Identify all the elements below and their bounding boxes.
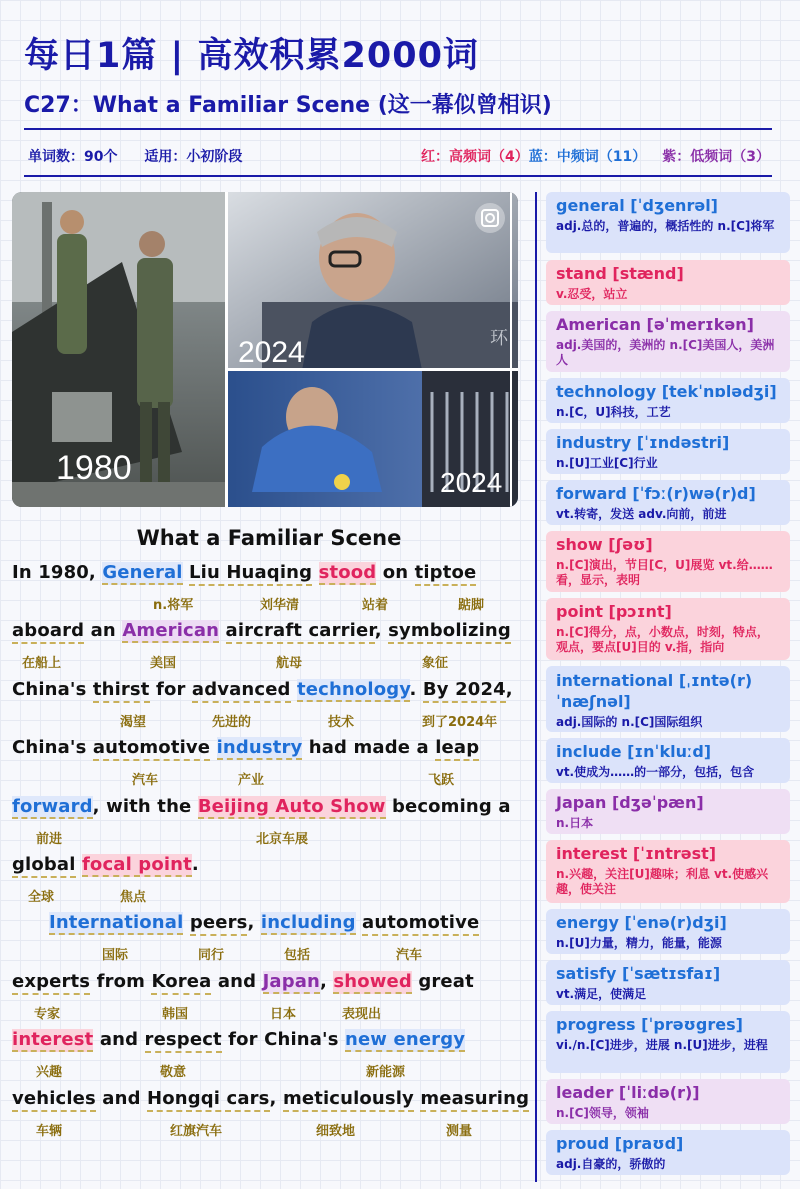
vocab-definition: n.兴趣，关注[U]趣味；利息 vt.使感兴趣，使关注 [556, 867, 769, 896]
glossed-word: By 2024 [423, 679, 506, 703]
glossed-word: leap [435, 737, 479, 761]
vocab-headword: satisfy [ˈsætɪsfaɪ] [556, 964, 721, 983]
chinese-gloss: 产业 [238, 773, 265, 789]
vocab-headword: Japan [dʒəˈpæn] [556, 793, 704, 812]
vocab-headword: international [ˌɪntə(r)ˈnæʃnəl] [556, 671, 753, 711]
vocab-definition: vt.转寄，发送 adv.向前，前进 [556, 507, 727, 521]
vocab-headword: American [əˈmerɪkən] [556, 315, 754, 334]
chinese-gloss: 细致地 [316, 1123, 356, 1139]
vocab-card [546, 909, 790, 954]
glossed-word: Hongqi cars [147, 1088, 270, 1112]
vocab-definition: n.[U]工业[C]行业 [556, 456, 658, 470]
chinese-gloss: 飞跃 [428, 773, 455, 789]
article-text: an [84, 620, 123, 642]
vocab-card [546, 738, 790, 783]
article [12, 520, 530, 1140]
vocab-definition: adj.美国的，美洲的 n.[C]美国人，美洲人 [556, 338, 775, 367]
glossed-word: automotive [93, 737, 210, 761]
article-line-english [12, 562, 522, 583]
chinese-gloss: 美国 [150, 656, 177, 672]
vocab-definition: n.[C，U]科技，工艺 [556, 405, 671, 419]
legend-high-frequency: 红：高频词（4） [421, 149, 529, 165]
word-count: 单词数：90个 [28, 149, 118, 165]
vocab-card [546, 598, 790, 660]
article-line [12, 1023, 522, 1081]
highlighted-vocab-word: stood [318, 562, 377, 583]
article-text: from [90, 970, 152, 992]
highlighted-vocab-word: new energy [344, 1029, 466, 1051]
chinese-gloss: 汽车 [396, 948, 423, 964]
highlighted-vocab-word: Beijing Auto Show [197, 795, 386, 817]
chinese-gloss: 踮脚 [458, 598, 485, 613]
article-line [12, 614, 522, 672]
vocab-card [546, 192, 790, 253]
chinese-gloss: 焦点 [120, 889, 147, 905]
vocab-card [546, 960, 790, 1005]
glossed-word: aircraft carrier [226, 620, 375, 644]
glossed-word: peers [190, 912, 248, 936]
article-body [12, 556, 530, 1140]
article-line-english [12, 1087, 530, 1109]
chinese-gloss: 表现出 [342, 1006, 382, 1022]
article-text [219, 620, 225, 641]
article-text: , [505, 678, 513, 700]
glossed-word: global [12, 854, 76, 878]
highlighted-vocab-word: International [49, 912, 184, 934]
photo-watermark: 环 [490, 328, 508, 349]
article-line [12, 965, 522, 1023]
vocab-definition: adj.总的，普遍的，概括性的 n.[C]将军 [556, 219, 775, 233]
photo-year-2024-bottom: 2024 [440, 467, 503, 498]
vocab-headword: show [ʃəʊ] [556, 535, 653, 554]
vocab-headword: energy [ˈenə(r)dʒi] [556, 913, 727, 932]
vocab-headword: stand [stænd] [556, 264, 684, 283]
highlighted-vocab-word: focal point [81, 853, 192, 875]
glossed-word: meticulously [283, 1088, 414, 1112]
vocab-card [546, 531, 790, 592]
chinese-gloss: 全球 [28, 889, 55, 905]
glossed-word: advanced [192, 679, 291, 703]
chinese-gloss: 新能源 [366, 1065, 406, 1081]
vocab-headword: interest [ˈɪntrəst] [556, 844, 717, 863]
article-text: and [211, 970, 263, 992]
vocab-definition: n.[C]领导，领袖 [556, 1106, 649, 1120]
level-label: 适用：小初阶段 [144, 149, 243, 165]
frequency-legend [421, 146, 770, 166]
article-text: great [411, 970, 474, 992]
highlighted-vocab-word: American [122, 620, 220, 642]
vocab-definition: v.忍受，站立 [556, 287, 628, 301]
vocab-definition: vi./n.[C]进步，进展 n.[U]进步，进程 [556, 1038, 768, 1052]
chinese-gloss: 兴趣 [36, 1065, 63, 1081]
chinese-gloss: n.将军 [153, 598, 194, 613]
vocab-definition: n.[C]演出，节目[C，U]展览 vt.给……看，显示，表明 [556, 558, 773, 587]
highlighted-vocab-word: including [260, 912, 356, 934]
vocab-headword: leader [ˈliːdə(r)] [556, 1083, 700, 1102]
article-text: had made a [302, 737, 436, 759]
chinese-gloss: 北京车展 [256, 831, 309, 847]
article-text: on [376, 562, 415, 583]
glossed-word: Korea [151, 971, 211, 995]
vocab-headword: point [pɔɪnt] [556, 602, 672, 621]
article-line [12, 1082, 530, 1140]
vocab-card [546, 1079, 790, 1124]
vocab-definition: n.[C]得分，点，小数点，时刻，特点，观点，要点[U]目的 v.指，指向 [556, 625, 769, 654]
glossed-word: Liu Huaqing [189, 562, 312, 586]
article-text: , [269, 1087, 283, 1109]
image-search-icon[interactable] [475, 203, 505, 233]
article-text: China's [12, 678, 93, 700]
vocab-card [546, 378, 790, 423]
vocab-card [546, 480, 790, 525]
vocab-card [546, 1011, 790, 1073]
glossed-word: automotive [362, 912, 479, 936]
highlighted-vocab-word: General [102, 562, 183, 583]
highlighted-vocab-word: technology [297, 678, 410, 700]
article-line [12, 731, 522, 789]
column-divider [535, 192, 537, 1182]
chinese-gloss: 刘华清 [260, 598, 300, 613]
article-line-english [12, 796, 522, 817]
header-divider [24, 128, 772, 130]
article-text [210, 737, 216, 758]
article-line-english [12, 679, 522, 700]
vocab-definition: vt.满足，使满足 [556, 987, 647, 1001]
chinese-gloss: 敬意 [160, 1065, 187, 1081]
vocab-card [546, 840, 790, 903]
article-text: , with the [92, 795, 198, 817]
glossed-word: respect [145, 1029, 222, 1053]
article-text: becoming a [385, 795, 511, 817]
article-line [12, 790, 522, 848]
article-text: , [247, 912, 261, 934]
article-text: China's [12, 737, 93, 759]
highlighted-vocab-word: forward [12, 795, 93, 817]
chinese-gloss: 红旗汽车 [170, 1123, 223, 1139]
legend-mid-frequency: 蓝：中频词（11） [528, 149, 647, 165]
glossed-word: aboard [12, 620, 84, 644]
vocab-card [546, 789, 790, 834]
article-line-english [12, 620, 522, 641]
glossed-word: measuring [420, 1088, 529, 1112]
article-line [12, 673, 522, 731]
highlighted-vocab-word: interest [12, 1029, 94, 1051]
vocab-card [546, 1130, 790, 1175]
chinese-gloss: 车辆 [36, 1123, 63, 1139]
photo-year-1980: 1980 [56, 449, 132, 487]
vocab-definition: adj.国际的 n.[C]国际组织 [556, 715, 703, 729]
legend-low-frequency: 紫：低频词（3） [662, 149, 770, 165]
photo-year-2024-top: 2024 [238, 336, 305, 369]
article-line [12, 556, 522, 614]
highlighted-vocab-word: showed [333, 970, 412, 992]
article-text: , [374, 620, 389, 642]
chinese-gloss: 先进的 [212, 714, 252, 730]
chinese-gloss: 测量 [446, 1123, 473, 1139]
article-text: for China's [221, 1029, 345, 1051]
article-text: for [149, 678, 192, 700]
article-text [76, 854, 82, 875]
chinese-gloss: 技术 [328, 714, 355, 730]
article-line [12, 848, 522, 906]
article-text: and [95, 1087, 148, 1109]
highlighted-vocab-word: Japan [262, 970, 321, 992]
article-text [312, 562, 318, 583]
glossed-word: symbolizing [388, 620, 511, 644]
chinese-gloss: 渴望 [120, 714, 147, 730]
article-text: . [409, 678, 423, 700]
vocab-definition: n.日本 [556, 816, 594, 830]
article-line-english [12, 737, 522, 758]
article-photo-collage [12, 192, 518, 507]
chinese-gloss: 象征 [422, 656, 449, 672]
vocab-card [546, 666, 790, 732]
vocab-headword: technology [tekˈnɒlədʒi] [556, 382, 777, 401]
vocab-definition: adj.自豪的，骄傲的 [556, 1157, 666, 1171]
highlighted-vocab-word: industry [216, 737, 303, 759]
article-line-english [12, 912, 522, 933]
article-line-english [12, 1029, 522, 1050]
vocab-headword: forward [ˈfɔː(r)wə(r)d] [556, 484, 756, 503]
page-title: 每日1篇 | 高效积累2000词 [24, 36, 479, 76]
chinese-gloss: 韩国 [162, 1006, 189, 1022]
article-line [12, 906, 522, 964]
glossed-word: experts [12, 971, 90, 995]
vocab-headword: general [ˈdʒenrəl] [556, 196, 718, 215]
chinese-gloss: 专家 [34, 1006, 61, 1022]
article-text: and [93, 1029, 145, 1051]
glossed-word: thirst [93, 679, 150, 703]
lesson-subtitle: C27：What a Familiar Scene (这一幕似曾相识) [24, 93, 552, 118]
article-text: , [320, 970, 334, 992]
article-line-english [12, 854, 522, 875]
chinese-gloss: 汽车 [132, 773, 159, 789]
chinese-gloss: 在船上 [22, 656, 62, 672]
article-line-english [12, 971, 522, 992]
vocab-headword: include [ɪnˈkluːd] [556, 742, 712, 761]
chinese-gloss: 国际 [102, 948, 129, 964]
chinese-gloss: 日本 [270, 1006, 297, 1022]
meta-divider [24, 175, 772, 177]
vocab-headword: industry [ˈɪndəstri] [556, 433, 730, 452]
glossed-word: tiptoe [415, 562, 477, 586]
vocab-headword: progress [ˈprəʊgres] [556, 1015, 743, 1034]
chinese-gloss: 到了2024年 [422, 714, 498, 730]
chinese-gloss: 包括 [284, 948, 311, 964]
vocab-card [546, 429, 790, 474]
article-text [183, 912, 189, 933]
vocab-card [546, 311, 790, 372]
vocab-definition: n.[U]力量，精力，能量，能源 [556, 936, 722, 950]
word-info [28, 146, 242, 166]
article-text: . [191, 853, 199, 875]
chinese-gloss: 航母 [276, 656, 303, 672]
vocab-definition: vt.使成为……的一部分，包括，包含 [556, 765, 755, 779]
chinese-gloss: 前进 [36, 831, 63, 847]
article-text: In 1980, [12, 562, 103, 583]
vocab-headword: proud [praʊd] [556, 1134, 684, 1153]
article-title: What a Familiar Scene [136, 526, 402, 550]
chinese-gloss: 站着 [362, 598, 389, 613]
chinese-gloss: 同行 [198, 948, 225, 964]
vocab-card [546, 260, 790, 305]
glossed-word: vehicles [12, 1088, 96, 1112]
